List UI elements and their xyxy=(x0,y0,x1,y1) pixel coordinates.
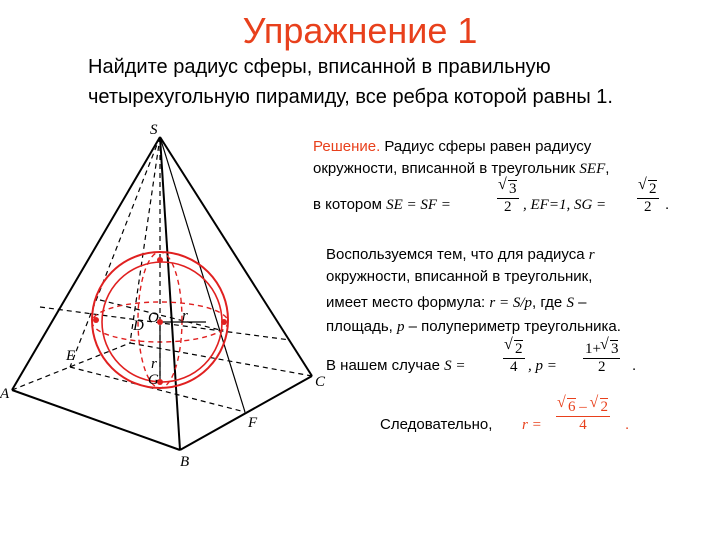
solution-line-3-cont: , EF=1, SG = xyxy=(523,197,607,213)
solution-label: Решение. xyxy=(313,138,381,155)
solution-line-2: окружности, вписанной в треугольник SEF, xyxy=(313,160,610,177)
solution-line-3: в котором SE = SF = xyxy=(313,196,451,213)
edge-BC xyxy=(180,376,312,450)
label-C: C xyxy=(315,374,326,390)
case-end: . xyxy=(632,357,637,374)
point-F xyxy=(221,319,227,325)
label-G: G xyxy=(148,372,159,388)
label-E: E xyxy=(66,348,76,364)
label-S: S xyxy=(150,122,158,138)
label-D: D xyxy=(133,318,144,334)
case-p-label: , p = xyxy=(528,358,557,374)
edge-SB xyxy=(160,137,180,450)
task-text: Найдите радиус сферы, вписанной в правильную четырехугольную пирамиду, все ребра которой равны 1. xyxy=(88,56,613,108)
case-line: В нашем случае S = xyxy=(326,357,466,374)
solution-line-3-end: . xyxy=(665,196,670,213)
fraction-sg: √ $\frac{2}{2}$ xyxy=(637,180,659,216)
solution-line-1: Решение. Радиус сферы равен радиусу xyxy=(313,138,592,155)
label-O: O xyxy=(148,310,159,326)
fraction-r: √ $\frac{6 - √ 2}{4}$ xyxy=(556,398,610,434)
label-r2: r xyxy=(151,356,157,372)
edge-SA xyxy=(12,137,160,390)
label-r1: r xyxy=(182,308,188,324)
label-B: B xyxy=(180,454,190,470)
note-line-4: площадь, p – полупериметр треугольника. xyxy=(326,318,621,335)
note-line-2: окружности, вписанной в треугольник, xyxy=(326,268,593,285)
pyramid-figure xyxy=(0,118,326,470)
note-line-1: Воспользуемся тем, что для радиуса r xyxy=(326,246,595,263)
fraction-p: $\frac{1+√ 3}{2}$ xyxy=(583,340,620,376)
note-line-3: имеет место формула: r = S/p, где S – xyxy=(326,294,587,311)
fraction-s: √ $\frac{2}{4}$ xyxy=(503,340,525,376)
mid-line-1 xyxy=(40,307,290,340)
apothem-SF xyxy=(160,137,245,412)
point-E xyxy=(93,317,99,323)
result-end: . xyxy=(625,416,630,433)
result-r-label: r = xyxy=(522,417,542,433)
point-top xyxy=(157,257,163,263)
fraction-se: √ $\frac{3}{2}$ xyxy=(497,180,519,216)
label-A: A xyxy=(0,386,10,402)
result-prefix: Следовательно, xyxy=(380,416,493,433)
apothem-SE xyxy=(70,137,160,367)
edge-AB xyxy=(12,390,180,450)
slide-title: Упражнение 1 xyxy=(242,10,478,51)
label-F: F xyxy=(248,415,258,431)
